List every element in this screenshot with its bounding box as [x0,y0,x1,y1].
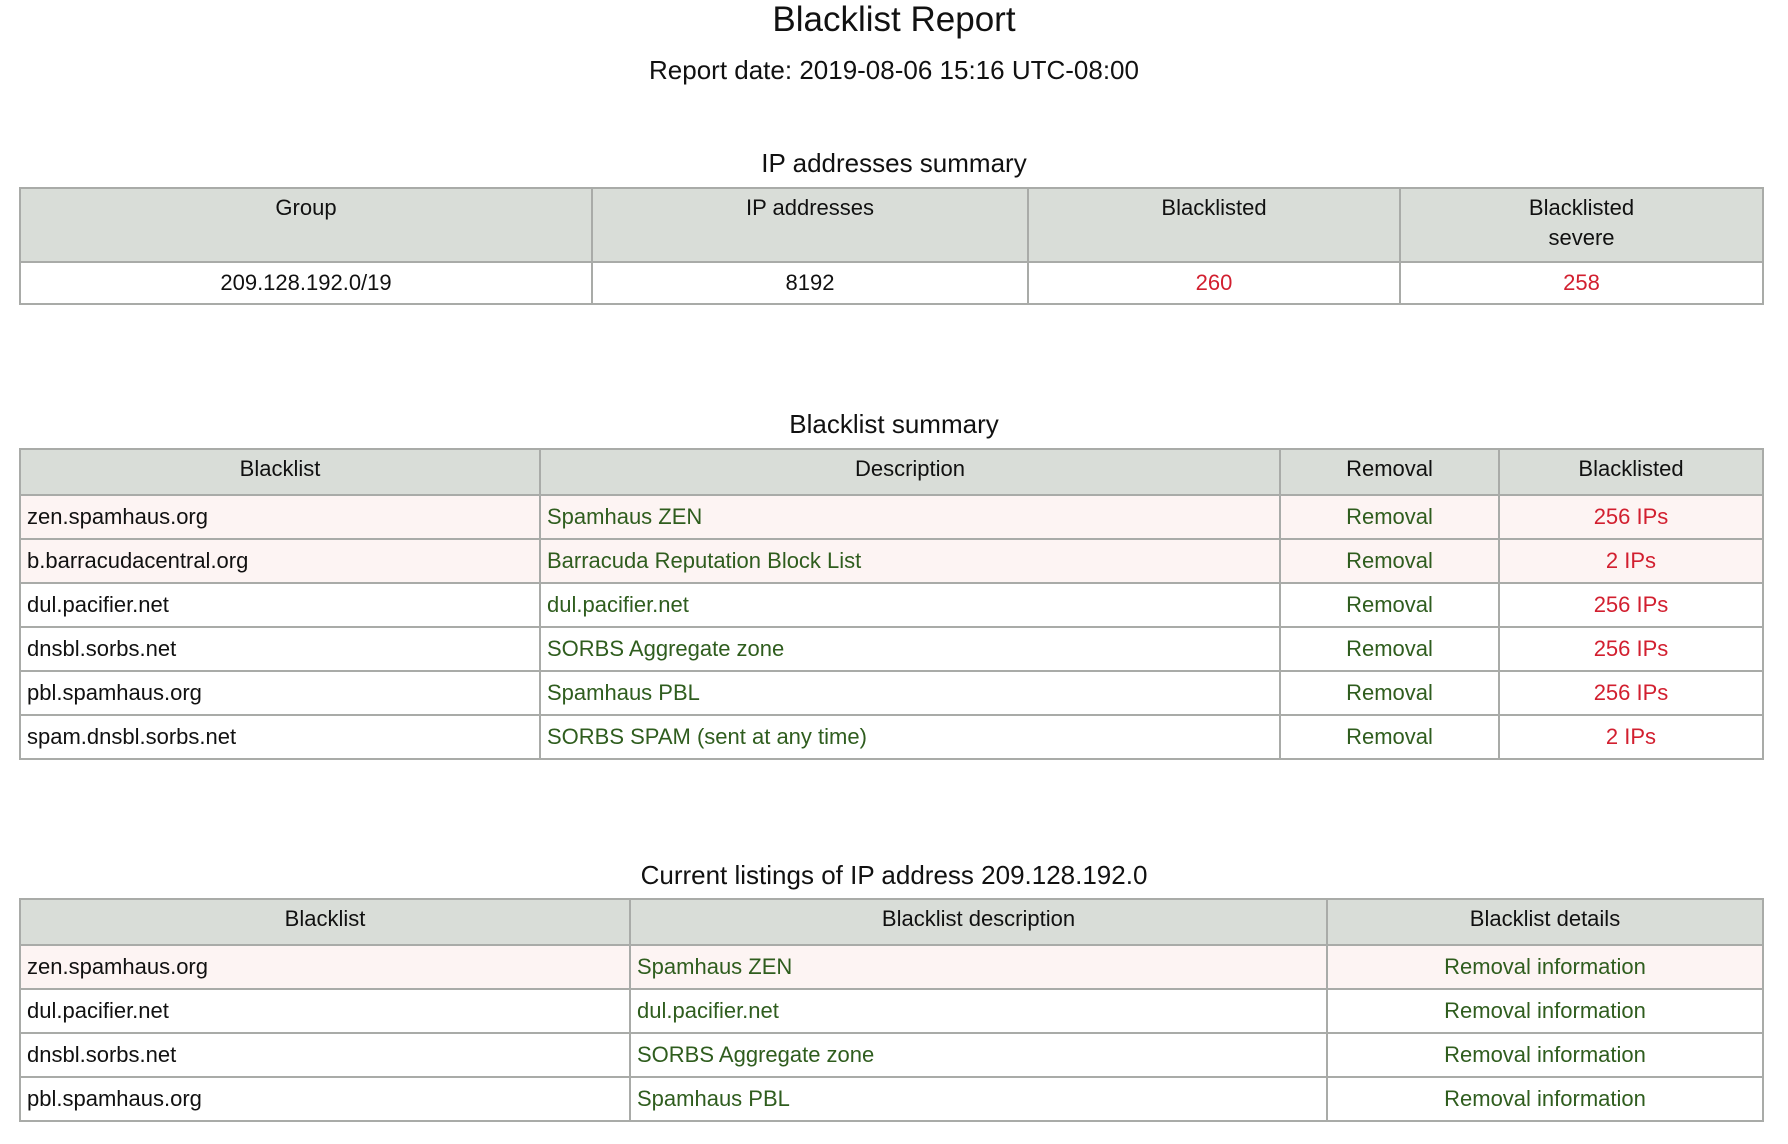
blacklisted-count: 2 IPs [1499,715,1763,759]
report-title: Blacklist Report [772,0,1016,39]
table-row [20,262,1763,304]
blacklisted-count: 256 IPs [1499,583,1763,627]
table-row [20,945,1763,989]
blacklisted-count: 256 IPs [1499,627,1763,671]
description-link[interactable]: Spamhaus PBL [630,1077,1327,1121]
table-row [20,583,1763,627]
table-row [20,1033,1763,1077]
col-header-removal: Removal [1280,449,1499,495]
table-row [20,1077,1763,1121]
removal-information-link[interactable]: Removal information [1327,989,1763,1033]
description-link[interactable]: SORBS Aggregate zone [630,1033,1327,1077]
table-header-row [20,188,1763,262]
current-listings-table [19,898,1764,1122]
removal-information-link[interactable]: Removal information [1327,1033,1763,1077]
col-header-blacklisted-severe [1400,188,1763,262]
removal-link[interactable]: Removal [1280,671,1499,715]
blacklisted-severe-count: 258 [1400,262,1763,304]
removal-link[interactable]: Removal [1280,627,1499,671]
col-header-blacklisted: Blacklisted [1499,449,1763,495]
col-header-blacklist: Blacklist [20,449,540,495]
removal-information-link[interactable]: Removal information [1327,1077,1763,1121]
col-header-group: Group [20,188,592,262]
table-row [20,715,1763,759]
col-header-ip-addresses: IP addresses [592,188,1028,262]
blacklist-summary-table [19,448,1764,760]
table-header-row [20,899,1763,945]
removal-information-link[interactable]: Removal information [1327,945,1763,989]
blacklisted-count: 2 IPs [1499,539,1763,583]
removal-link[interactable]: Removal [1280,495,1499,539]
report-date: Report date: 2019-08-06 15:16 UTC-08:00 [649,55,1139,85]
col-header-blacklist-details: Blacklist details [1327,899,1763,945]
blacklist-name: b.barracudacentral.org [20,539,540,583]
col-header-description: Description [540,449,1280,495]
description-link[interactable]: Spamhaus ZEN [540,495,1280,539]
blacklisted-count: 260 [1028,262,1400,304]
blacklist-name: pbl.spamhaus.org [20,671,540,715]
ip-summary-table [19,187,1764,305]
table-row [20,627,1763,671]
description-link[interactable]: SORBS SPAM (sent at any time) [540,715,1280,759]
col-header-blacklist-description: Blacklist description [630,899,1327,945]
blacklisted-count: 256 IPs [1499,495,1763,539]
description-link[interactable]: SORBS Aggregate zone [540,627,1280,671]
table-row [20,671,1763,715]
description-link[interactable]: dul.pacifier.net [540,583,1280,627]
blacklisted-count: 256 IPs [1499,671,1763,715]
removal-link[interactable]: Removal [1280,539,1499,583]
col-header-label: severe [1548,225,1615,250]
blacklist-name: spam.dnsbl.sorbs.net [20,715,540,759]
removal-link[interactable]: Removal [1280,715,1499,759]
description-link[interactable]: Barracuda Reputation Block List [540,539,1280,583]
blacklist-name: zen.spamhaus.org [20,945,630,989]
table-row [20,989,1763,1033]
col-header-label: Blacklisted [1528,195,1635,220]
ip-summary-caption: IP addresses summary [761,148,1027,178]
current-listings-caption: Current listings of IP address 209.128.192.0 [640,860,1148,890]
removal-link[interactable]: Removal [1280,583,1499,627]
col-header-blacklisted: Blacklisted [1028,188,1400,262]
blacklist-name: dnsbl.sorbs.net [20,1033,630,1077]
blacklist-name: dul.pacifier.net [20,583,540,627]
blacklist-name: dnsbl.sorbs.net [20,627,540,671]
description-link[interactable]: Spamhaus PBL [540,671,1280,715]
blacklist-name: dul.pacifier.net [20,989,630,1033]
blacklist-name: pbl.spamhaus.org [20,1077,630,1121]
table-row [20,495,1763,539]
col-header-blacklist: Blacklist [20,899,630,945]
blacklist-summary-caption: Blacklist summary [789,409,999,439]
blacklist-name: zen.spamhaus.org [20,495,540,539]
table-header-row [20,449,1763,495]
table-row [20,539,1763,583]
ip-addresses-cell: 8192 [592,262,1028,304]
description-link[interactable]: Spamhaus ZEN [630,945,1327,989]
description-link[interactable]: dul.pacifier.net [630,989,1327,1033]
group-cell: 209.128.192.0/19 [20,262,592,304]
